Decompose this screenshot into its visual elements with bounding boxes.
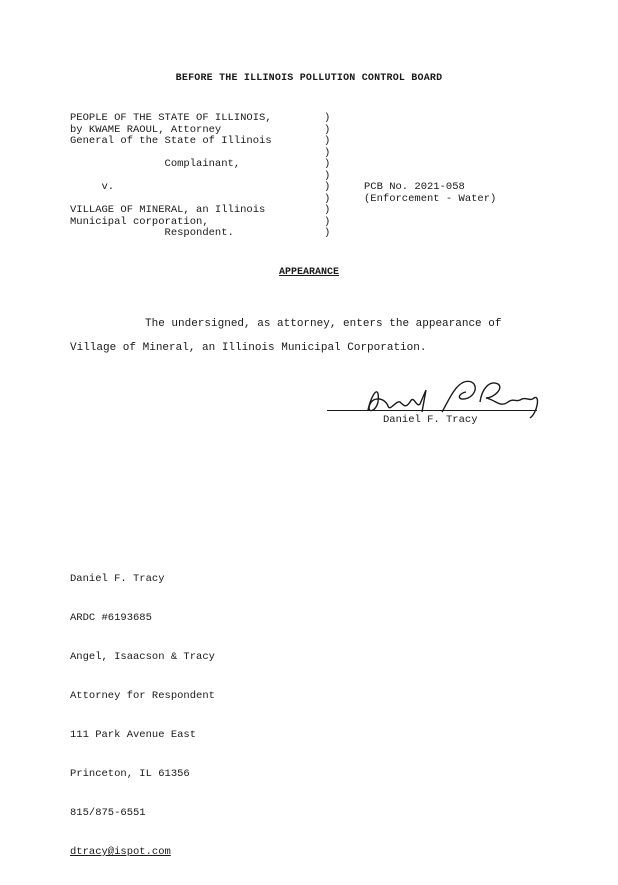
caption-bracket: ) bbox=[324, 112, 331, 124]
address-line: 815/875-6551 bbox=[70, 807, 146, 819]
address-line: Attorney for Respondent bbox=[70, 690, 215, 702]
caption-line-2: by KWAME RAOUL, Attorney bbox=[70, 123, 222, 136]
caption-bracket: ) bbox=[324, 123, 331, 136]
caption-bracket: ) bbox=[324, 135, 331, 147]
caption-respondent: Respondent. bbox=[70, 227, 234, 239]
case-number: PCB No. 2021-058 bbox=[364, 181, 465, 193]
caption-line-respondent-2: Municipal corporation, bbox=[70, 215, 209, 228]
signature-line bbox=[327, 410, 537, 411]
caption-line-respondent-1: VILLAGE OF MINERAL, an Illinois bbox=[70, 204, 266, 216]
case-type: (Enforcement - Water) bbox=[364, 192, 497, 205]
address-line: Princeton, IL 61356 bbox=[70, 768, 190, 780]
caption-bracket: ) bbox=[324, 169, 331, 182]
caption-bracket-column bbox=[324, 113, 330, 240]
address-line: ARDC #6193685 bbox=[70, 612, 152, 624]
email-link[interactable]: dtracy@ispot.com bbox=[70, 846, 171, 858]
caption-bracket: ) bbox=[324, 192, 331, 205]
appearance-title: APPEARANCE bbox=[278, 267, 339, 278]
caption-versus: v. bbox=[70, 181, 115, 193]
address-line: Daniel F. Tracy bbox=[70, 573, 165, 585]
attorney-address-block bbox=[70, 547, 215, 885]
address-line: Angel, Isaacson & Tracy bbox=[70, 651, 215, 663]
caption-bracket: ) bbox=[324, 146, 331, 159]
caption-bracket: ) bbox=[324, 227, 331, 239]
caption-line-1: PEOPLE OF THE STATE OF ILLINOIS, bbox=[70, 112, 272, 124]
body-line-2: Village of Mineral, an Illinois Municipal Corporation. bbox=[70, 342, 427, 354]
address-line: 111 Park Avenue East bbox=[70, 729, 197, 741]
signature-name: Daniel F. Tracy bbox=[383, 414, 478, 426]
board-heading: BEFORE THE ILLINOIS POLLUTION CONTROL BOARD bbox=[175, 73, 443, 84]
caption-bracket: ) bbox=[324, 181, 331, 193]
caption-complainant: Complainant, bbox=[70, 158, 241, 170]
body-line-1: The undersigned, as attorney, enters the appearance of bbox=[145, 318, 502, 330]
caption-bracket: ) bbox=[324, 215, 331, 228]
caption-bracket: ) bbox=[324, 204, 331, 216]
caption-line-3: General of the State of Illinois bbox=[70, 135, 272, 147]
caption-bracket: ) bbox=[324, 158, 331, 170]
